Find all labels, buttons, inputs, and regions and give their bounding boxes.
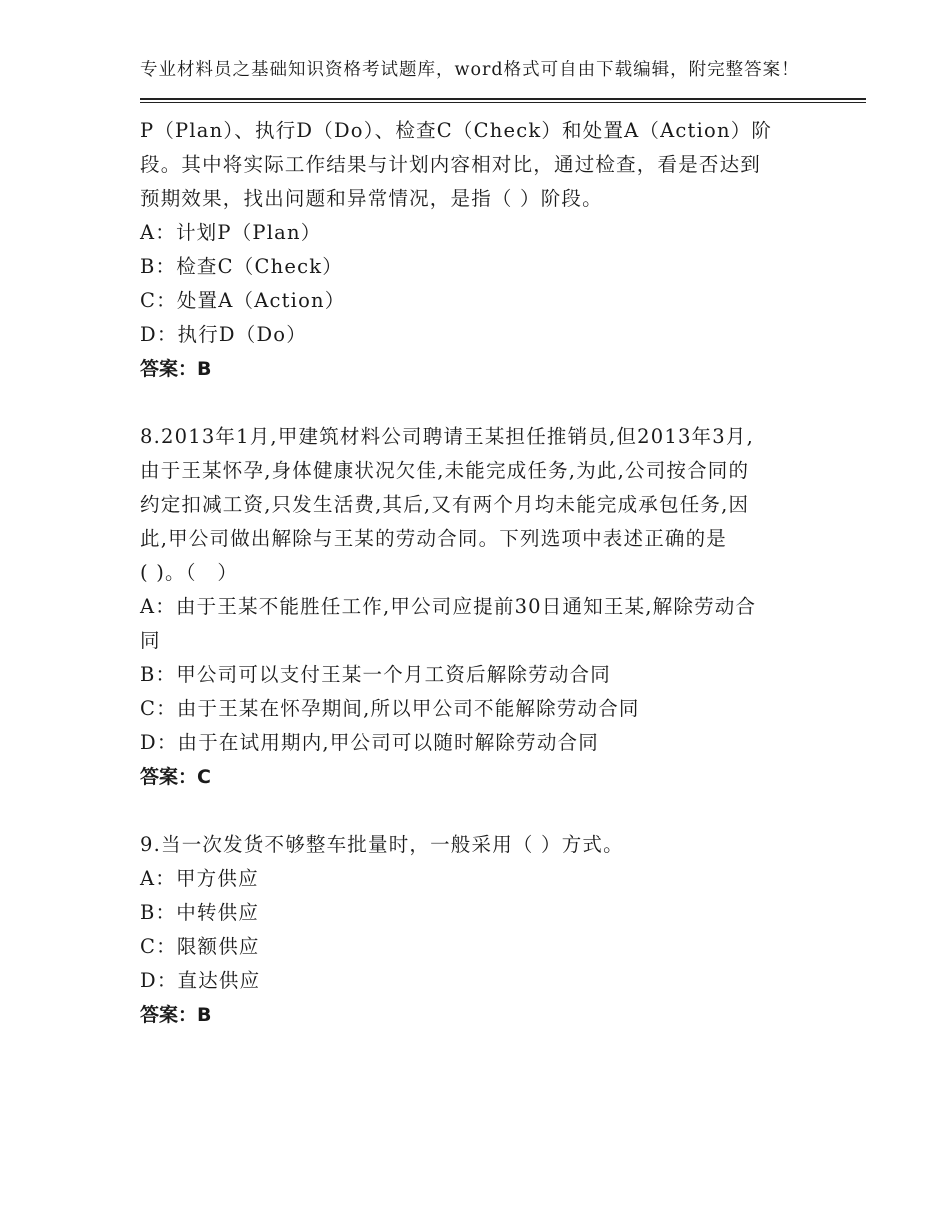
option-d: D：直达供应: [140, 969, 261, 992]
question-stem-line: P（Plan）、执行D（Do）、检查C（Check）和处置A（Action）阶: [140, 119, 773, 142]
question-content: [140, 114, 820, 1032]
question-stem-line: ( )。（ ）: [140, 561, 239, 584]
answer-label: 答案：B: [140, 358, 212, 380]
question-stem-line: 段。其中将实际工作结果与计划内容相对比，通过检查，看是否达到: [140, 153, 762, 176]
spacer: [140, 794, 820, 828]
option-c: C：由于王某在怀孕期间,所以甲公司不能解除劳动合同: [140, 697, 640, 720]
option-b: B：中转供应: [140, 901, 260, 924]
option-d: D：由于在试用期内,甲公司可以随时解除劳动合同: [140, 731, 599, 754]
option-b: B：甲公司可以支付王某一个月工资后解除劳动合同: [140, 663, 611, 686]
question-stem-line: 9.当一次发货不够整车批量时，一般采用（ ）方式。: [140, 833, 624, 856]
question-stem-line: 预期效果，找出问题和异常情况，是指（ ）阶段。: [140, 187, 603, 210]
header-divider-thin: [140, 102, 866, 103]
spacer: [140, 386, 820, 420]
answer-label: 答案：B: [140, 1004, 212, 1026]
answer-label: 答案：C: [140, 766, 211, 788]
page-header-title: 专业材料员之基础知识资格考试题库，word格式可自由下载编辑，附完整答案！: [140, 60, 800, 80]
option-a: A：计划P（Plan）: [140, 221, 322, 244]
question-9: [140, 828, 820, 1032]
question-8: [140, 420, 820, 794]
option-d: D：执行D（Do）: [140, 323, 307, 346]
question-stem-line: 由于王某怀孕,身体健康状况欠佳,未能完成任务,为此,公司按合同的: [140, 459, 750, 482]
option-c: C：限额供应: [140, 935, 260, 958]
option-a: A：由于王某不能胜任工作,甲公司应提前30日通知王某,解除劳动合: [140, 595, 757, 618]
question-stem-line: 约定扣减工资,只发生活费,其后,又有两个月均未能完成承包任务,因: [140, 493, 750, 516]
question-7: [140, 114, 820, 386]
option-c: C：处置A（Action）: [140, 289, 346, 312]
option-a-continued: 同: [140, 629, 161, 652]
option-b: B：检查C（Check）: [140, 255, 343, 278]
question-stem-line: 8.2013年1月,甲建筑材料公司聘请王某担任推销员,但2013年3月,: [140, 425, 754, 448]
header-divider-thick: [140, 98, 866, 100]
option-a: A：甲方供应: [140, 867, 259, 890]
question-stem-line: 此,甲公司做出解除与王某的劳动合同。下列选项中表述正确的是: [140, 527, 727, 550]
